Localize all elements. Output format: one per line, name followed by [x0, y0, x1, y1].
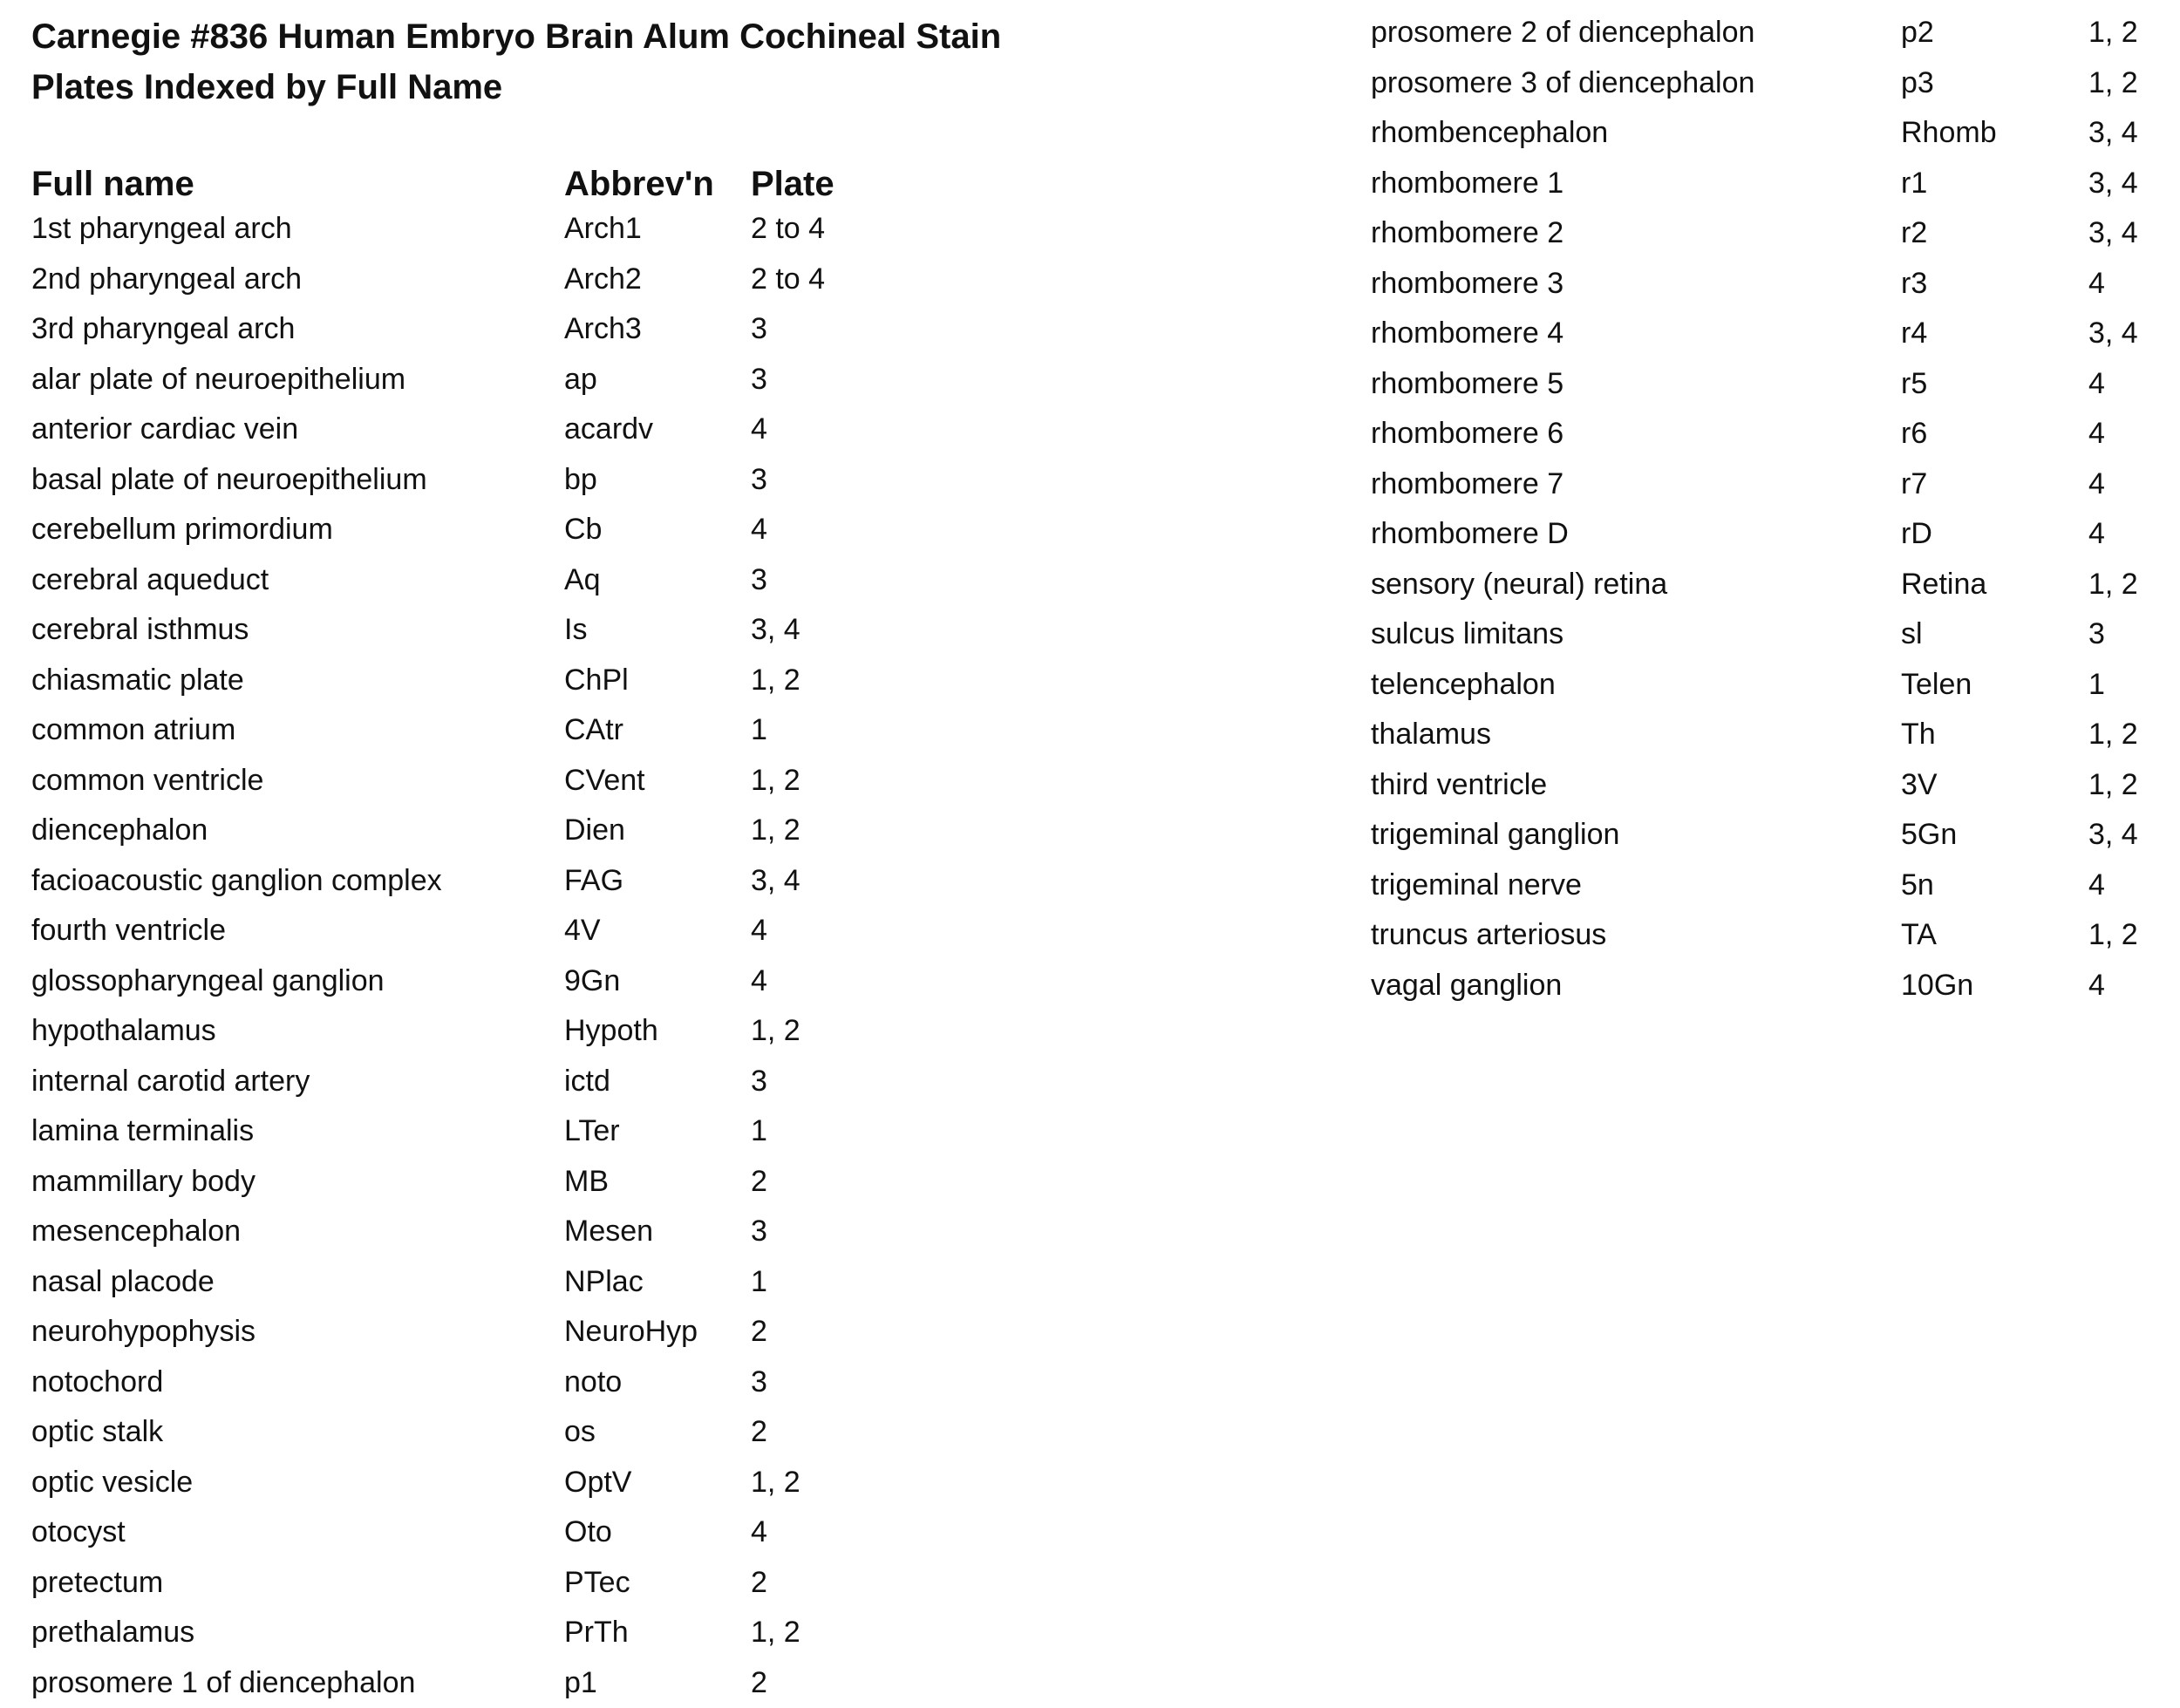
full-name-cell: alar plate of neuroepithelium — [31, 355, 405, 405]
abbreviation-cell: FAG — [564, 856, 623, 907]
table-row — [0, 1658, 1046, 1708]
full-name-cell: notochord — [31, 1358, 163, 1408]
plate-cell: 1, 2 — [2088, 8, 2138, 58]
plate-cell: 3 — [751, 304, 767, 355]
plate-cell: 3 — [751, 1358, 767, 1408]
full-name-cell: 2nd pharyngeal arch — [31, 255, 302, 305]
full-name-cell: prosomere 1 of diencephalon — [31, 1658, 415, 1708]
abbreviation-cell: r5 — [1901, 359, 1927, 410]
table-row — [0, 1106, 1046, 1157]
table-row — [0, 560, 2180, 610]
plate-cell: 3, 4 — [2088, 810, 2138, 861]
plate-cell: 4 — [2088, 259, 2105, 310]
plate-cell: 1 — [751, 705, 767, 756]
plate-cell: 1 — [2088, 660, 2105, 711]
abbreviation-cell: 3V — [1901, 760, 1938, 811]
full-name-cell: telencephalon — [1371, 660, 1556, 711]
abbreviation-cell: p2 — [1901, 8, 1934, 58]
full-name-cell: facioacoustic ganglion complex — [31, 856, 442, 907]
full-name-cell: optic vesicle — [31, 1458, 193, 1508]
full-name-cell: prethalamus — [31, 1608, 194, 1658]
index-table-right — [0, 8, 2180, 1011]
abbreviation-cell: 5n — [1901, 861, 1934, 911]
full-name-cell: basal plate of neuroepithelium — [31, 455, 427, 506]
plate-cell: 4 — [2088, 459, 2105, 510]
plate-cell: 1, 2 — [2088, 710, 2138, 760]
plate-cell: 3 — [751, 555, 767, 606]
abbreviation-cell: r3 — [1901, 259, 1927, 310]
abbreviation-cell: PrTh — [564, 1608, 629, 1658]
table-row — [0, 309, 2180, 359]
plate-cell: 1 — [751, 1106, 767, 1157]
table-row — [0, 409, 2180, 459]
table-row — [0, 208, 2180, 259]
abbreviation-cell: p1 — [564, 1658, 597, 1708]
table-row — [0, 1157, 1046, 1208]
table-row — [0, 359, 2180, 410]
abbreviation-cell: OptV — [564, 1458, 631, 1508]
abbreviation-cell: Cb — [564, 505, 602, 555]
table-row — [0, 861, 2180, 911]
full-name-cell: rhombomere 2 — [1371, 208, 1563, 259]
table-row — [0, 509, 2180, 560]
table-row — [0, 710, 2180, 760]
abbreviation-cell: os — [564, 1407, 596, 1458]
table-row — [0, 1458, 1046, 1508]
plate-cell: 4 — [751, 505, 767, 555]
plate-cell: 3 — [2088, 609, 2105, 660]
abbreviation-cell: PTec — [564, 1558, 630, 1609]
full-name-cell: otocyst — [31, 1507, 126, 1558]
plate-cell: 2 — [751, 1307, 767, 1358]
full-name-cell: cerebral aqueduct — [31, 555, 269, 606]
plate-cell: 3, 4 — [751, 856, 800, 907]
plate-cell: 4 — [751, 405, 767, 455]
table-row — [0, 108, 2180, 159]
table-row — [0, 1307, 1046, 1358]
full-name-cell: cerebral isthmus — [31, 605, 249, 656]
full-name-cell: internal carotid artery — [31, 1057, 310, 1107]
abbreviation-cell: 9Gn — [564, 956, 620, 1007]
abbreviation-cell: 5Gn — [1901, 810, 1957, 861]
plate-cell: 3 — [751, 1207, 767, 1257]
plate-cell: 2 to 4 — [751, 204, 825, 255]
full-name-cell: sulcus limitans — [1371, 609, 1563, 660]
plate-cell: 1, 2 — [2088, 560, 2138, 610]
table-row — [0, 810, 2180, 861]
table-row — [0, 159, 2180, 209]
plate-cell: 4 — [751, 906, 767, 956]
full-name-cell: rhombomere 6 — [1371, 409, 1563, 459]
abbreviation-cell: Th — [1901, 710, 1936, 760]
plate-cell: 1, 2 — [751, 656, 800, 706]
abbreviation-cell: NPlac — [564, 1257, 644, 1308]
table-row — [0, 1057, 1046, 1107]
abbreviation-cell: r6 — [1901, 409, 1927, 459]
abbreviation-cell: rD — [1901, 509, 1932, 560]
table-row — [0, 1207, 1046, 1257]
plate-cell: 1, 2 — [751, 1458, 800, 1508]
full-name-cell: glossopharyngeal ganglion — [31, 956, 385, 1007]
abbreviation-cell: Arch1 — [564, 204, 642, 255]
plate-cell: 3 — [751, 355, 767, 405]
header-plate: Plate — [751, 167, 835, 201]
plate-cell: 1 — [751, 1257, 767, 1308]
plate-cell: 3 — [751, 455, 767, 506]
table-row — [0, 1257, 1046, 1308]
plate-cell: 4 — [751, 1507, 767, 1558]
plate-cell: 2 — [751, 1658, 767, 1708]
abbreviation-cell: Retina — [1901, 560, 1986, 610]
abbreviation-cell: Oto — [564, 1507, 612, 1558]
abbreviation-cell: ictd — [564, 1057, 610, 1107]
plate-cell: 3, 4 — [2088, 159, 2138, 209]
plate-cell: 4 — [2088, 359, 2105, 410]
full-name-cell: optic stalk — [31, 1407, 163, 1458]
full-name-cell: rhombomere 4 — [1371, 309, 1563, 359]
abbreviation-cell: Telen — [1901, 660, 1972, 711]
full-name-cell: lamina terminalis — [31, 1106, 254, 1157]
plate-cell: 1, 2 — [751, 756, 800, 806]
full-name-cell: truncus arteriosus — [1371, 910, 1606, 961]
plate-cell: 1, 2 — [751, 1608, 800, 1658]
abbreviation-cell: Mesen — [564, 1207, 653, 1257]
abbreviation-cell: acardv — [564, 405, 653, 455]
full-name-cell: fourth ventricle — [31, 906, 226, 956]
table-row — [0, 459, 2180, 510]
table-row — [0, 259, 2180, 310]
abbreviation-cell: MB — [564, 1157, 609, 1208]
abbreviation-cell: p3 — [1901, 58, 1934, 109]
full-name-cell: rhombencephalon — [1371, 108, 1608, 159]
full-name-cell: common ventricle — [31, 756, 263, 806]
abbreviation-cell: CAtr — [564, 705, 623, 756]
document-title: Carnegie #836 Human Embryo Brain Alum Cochineal Stain — [31, 19, 1001, 54]
abbreviation-cell: Arch2 — [564, 255, 642, 305]
plate-cell: 2 to 4 — [751, 255, 825, 305]
full-name-cell: chiasmatic plate — [31, 656, 244, 706]
abbreviation-cell: Dien — [564, 806, 625, 856]
plate-cell: 4 — [2088, 961, 2105, 1011]
plate-cell: 1, 2 — [2088, 910, 2138, 961]
table-row — [0, 1507, 1046, 1558]
table-row — [0, 609, 2180, 660]
full-name-cell: cerebellum primordium — [31, 505, 333, 555]
full-name-cell: hypothalamus — [31, 1006, 216, 1057]
full-name-cell: pretectum — [31, 1558, 163, 1609]
full-name-cell: vagal ganglion — [1371, 961, 1562, 1011]
abbreviation-cell: Hypoth — [564, 1006, 658, 1057]
plate-cell: 4 — [751, 956, 767, 1007]
full-name-cell: sensory (neural) retina — [1371, 560, 1667, 610]
abbreviation-cell: ap — [564, 355, 597, 405]
plate-cell: 2 — [751, 1407, 767, 1458]
plate-cell: 4 — [2088, 509, 2105, 560]
plate-cell: 3, 4 — [2088, 108, 2138, 159]
table-row — [0, 8, 2180, 58]
table-row — [0, 1608, 1046, 1658]
full-name-cell: rhombomere 3 — [1371, 259, 1563, 310]
plate-cell: 2 — [751, 1157, 767, 1208]
plate-cell: 3, 4 — [2088, 208, 2138, 259]
table-row — [0, 1407, 1046, 1458]
header-abbreviation: Abbrev'n — [564, 167, 714, 201]
plate-cell: 1, 2 — [751, 1006, 800, 1057]
abbreviation-cell: bp — [564, 455, 597, 506]
table-row — [0, 961, 2180, 1011]
full-name-cell: rhombomere D — [1371, 509, 1569, 560]
table-row — [0, 1358, 1046, 1408]
full-name-cell: 1st pharyngeal arch — [31, 204, 292, 255]
full-name-cell: neurohypophysis — [31, 1307, 255, 1358]
plate-cell: 1, 2 — [2088, 58, 2138, 109]
table-row — [0, 910, 2180, 961]
abbreviation-cell: r2 — [1901, 208, 1927, 259]
abbreviation-cell: Aq — [564, 555, 601, 606]
abbreviation-cell: noto — [564, 1358, 622, 1408]
full-name-cell: mesencephalon — [31, 1207, 241, 1257]
abbreviation-cell: CVent — [564, 756, 645, 806]
table-row — [0, 660, 2180, 711]
abbreviation-cell: 4V — [564, 906, 601, 956]
full-name-cell: prosomere 3 of diencephalon — [1371, 58, 1754, 109]
abbreviation-cell: r4 — [1901, 309, 1927, 359]
full-name-cell: anterior cardiac vein — [31, 405, 298, 455]
plate-cell: 4 — [2088, 409, 2105, 459]
abbreviation-cell: r7 — [1901, 459, 1927, 510]
full-name-cell: diencephalon — [31, 806, 208, 856]
abbreviation-cell: LTer — [564, 1106, 620, 1157]
full-name-cell: mammillary body — [31, 1157, 255, 1208]
full-name-cell: 3rd pharyngeal arch — [31, 304, 295, 355]
abbreviation-cell: Is — [564, 605, 587, 656]
plate-cell: 1, 2 — [751, 806, 800, 856]
full-name-cell: nasal placode — [31, 1257, 215, 1308]
abbreviation-cell: Rhomb — [1901, 108, 1997, 159]
full-name-cell: trigeminal ganglion — [1371, 810, 1619, 861]
plate-cell: 1, 2 — [2088, 760, 2138, 811]
plate-cell: 4 — [2088, 861, 2105, 911]
table-row — [0, 58, 2180, 109]
abbreviation-cell: sl — [1901, 609, 1923, 660]
header-full-name: Full name — [31, 167, 194, 201]
full-name-cell: rhombomere 5 — [1371, 359, 1563, 410]
full-name-cell: rhombomere 1 — [1371, 159, 1563, 209]
full-name-cell: common atrium — [31, 705, 235, 756]
abbreviation-cell: r1 — [1901, 159, 1927, 209]
full-name-cell: third ventricle — [1371, 760, 1547, 811]
plate-cell: 3 — [751, 1057, 767, 1107]
plate-cell: 3, 4 — [2088, 309, 2138, 359]
table-row — [0, 1558, 1046, 1609]
table-row — [0, 1006, 1046, 1057]
full-name-cell: trigeminal nerve — [1371, 861, 1582, 911]
full-name-cell: thalamus — [1371, 710, 1491, 760]
plate-cell: 3, 4 — [751, 605, 800, 656]
full-name-cell: rhombomere 7 — [1371, 459, 1563, 510]
abbreviation-cell: ChPl — [564, 656, 629, 706]
abbreviation-cell: TA — [1901, 910, 1937, 961]
abbreviation-cell: NeuroHyp — [564, 1307, 698, 1358]
table-row — [0, 760, 2180, 811]
full-name-cell: prosomere 2 of diencephalon — [1371, 8, 1754, 58]
abbreviation-cell: 10Gn — [1901, 961, 1973, 1011]
plate-cell: 2 — [751, 1558, 767, 1609]
document-subtitle: Plates Indexed by Full Name — [31, 70, 502, 105]
abbreviation-cell: Arch3 — [564, 304, 642, 355]
